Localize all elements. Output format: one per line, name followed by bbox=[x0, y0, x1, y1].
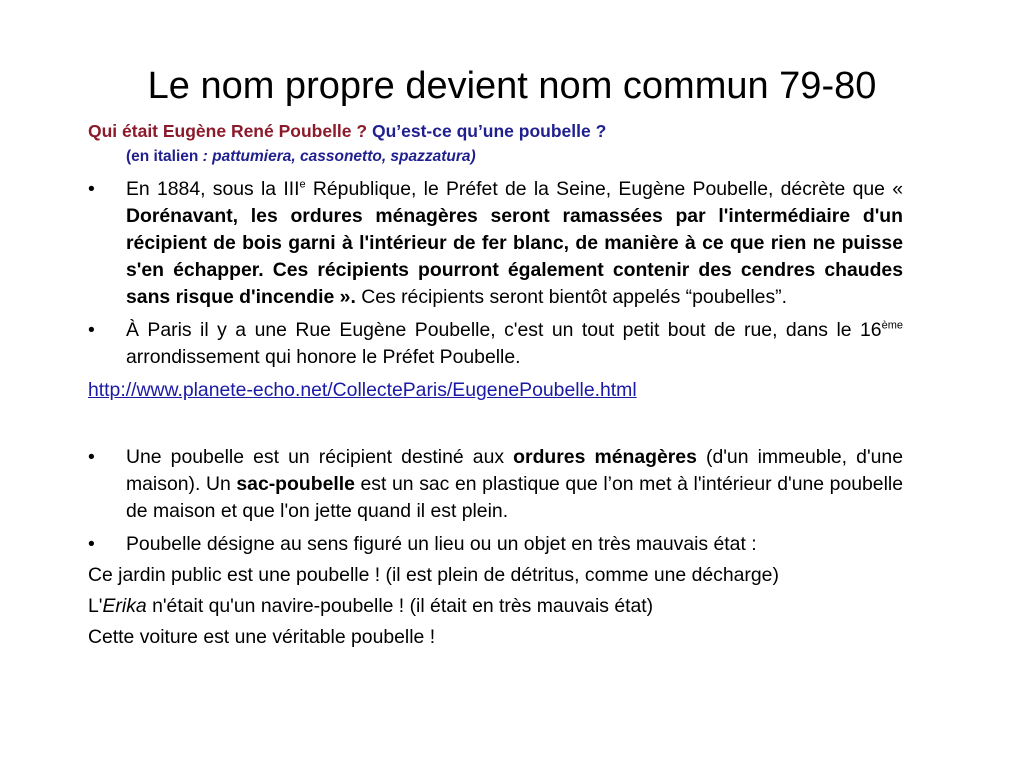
bullet-text: est un sac en plastique que l’on met à l'intérieur d'une poubelle de maison et que l'on jette quand il est plein. bbox=[126, 473, 903, 522]
bullet-text: À Paris il y a une Rue Eugène Poubelle, c'est un tout petit bout de rue, dans le 16 bbox=[126, 319, 882, 341]
superscript: e bbox=[299, 178, 306, 191]
bullet-text: En 1884, sous la III bbox=[126, 178, 300, 200]
spacer bbox=[88, 404, 903, 438]
question-line bbox=[88, 118, 903, 144]
example-text: L' bbox=[88, 595, 103, 617]
bullet-history bbox=[88, 176, 903, 311]
bullet-text: République, le Préfet de la Seine, Eugène Poubelle, décrète que « bbox=[305, 178, 903, 200]
example-2 bbox=[88, 593, 903, 620]
bullet-dot: • bbox=[88, 533, 95, 555]
question-what: Qu’est-ce qu’une poubelle ? bbox=[371, 121, 607, 141]
superscript: ème bbox=[881, 319, 903, 332]
term-ordures: ordures ménagères bbox=[513, 446, 697, 468]
decree-quote: Dorénavant, les ordures ménagères seront ramassées par l'intermédiaire d'un récipient de bois garni à l'intérieur de fer blanc, de manière à ce que rien ne puisse s'en échapper. Ces récipients pourront également contenir des cendres chaudes sans risque d'incendie ». bbox=[126, 205, 903, 308]
slide-title: Le nom propre devient nom commun 79-80 bbox=[147, 65, 877, 107]
bullet-text: Ces récipients seront bientôt appelés “poubelles”. bbox=[355, 286, 787, 308]
italian-prefix: (en italien bbox=[126, 148, 199, 165]
term-sac-poubelle: sac-poubelle bbox=[236, 473, 355, 495]
question-who: Qui était Eugène René Poubelle ? bbox=[88, 121, 368, 141]
bullet-text: arrondissement qui honore le Préfet Poubelle. bbox=[126, 346, 521, 368]
bullet-dot: • bbox=[88, 319, 95, 341]
slide-content bbox=[88, 118, 903, 651]
example-1: Ce jardin public est une poubelle ! (il est plein de détritus, comme une décharge) bbox=[88, 564, 779, 586]
example-italic: Erika bbox=[102, 595, 147, 617]
bullet-dot: • bbox=[88, 446, 95, 468]
bullet-text: (d'un immeuble, d'une maison). Un bbox=[126, 446, 903, 495]
example-3: Cette voiture est une véritable poubelle ! bbox=[88, 626, 436, 648]
bullet-figurative bbox=[88, 531, 903, 558]
bullet-street bbox=[88, 317, 903, 371]
bullet-definition bbox=[88, 444, 903, 525]
bullet-dot: • bbox=[88, 178, 95, 200]
italian-words: : pattumiera, cassonetto, spazzatura) bbox=[202, 148, 476, 165]
bullet-text: Une poubelle est un récipient destiné aux bbox=[126, 446, 514, 468]
bullet-text: Poubelle désigne au sens figuré un lieu ou un objet en très mauvais état : bbox=[126, 533, 757, 555]
italian-translation bbox=[88, 144, 903, 170]
reference-link[interactable]: http://www.planete-echo.net/CollecteParis/EugenePoubelle.html bbox=[88, 379, 637, 401]
example-text: n'était qu'un navire-poubelle ! (il était en très mauvais état) bbox=[146, 595, 654, 617]
